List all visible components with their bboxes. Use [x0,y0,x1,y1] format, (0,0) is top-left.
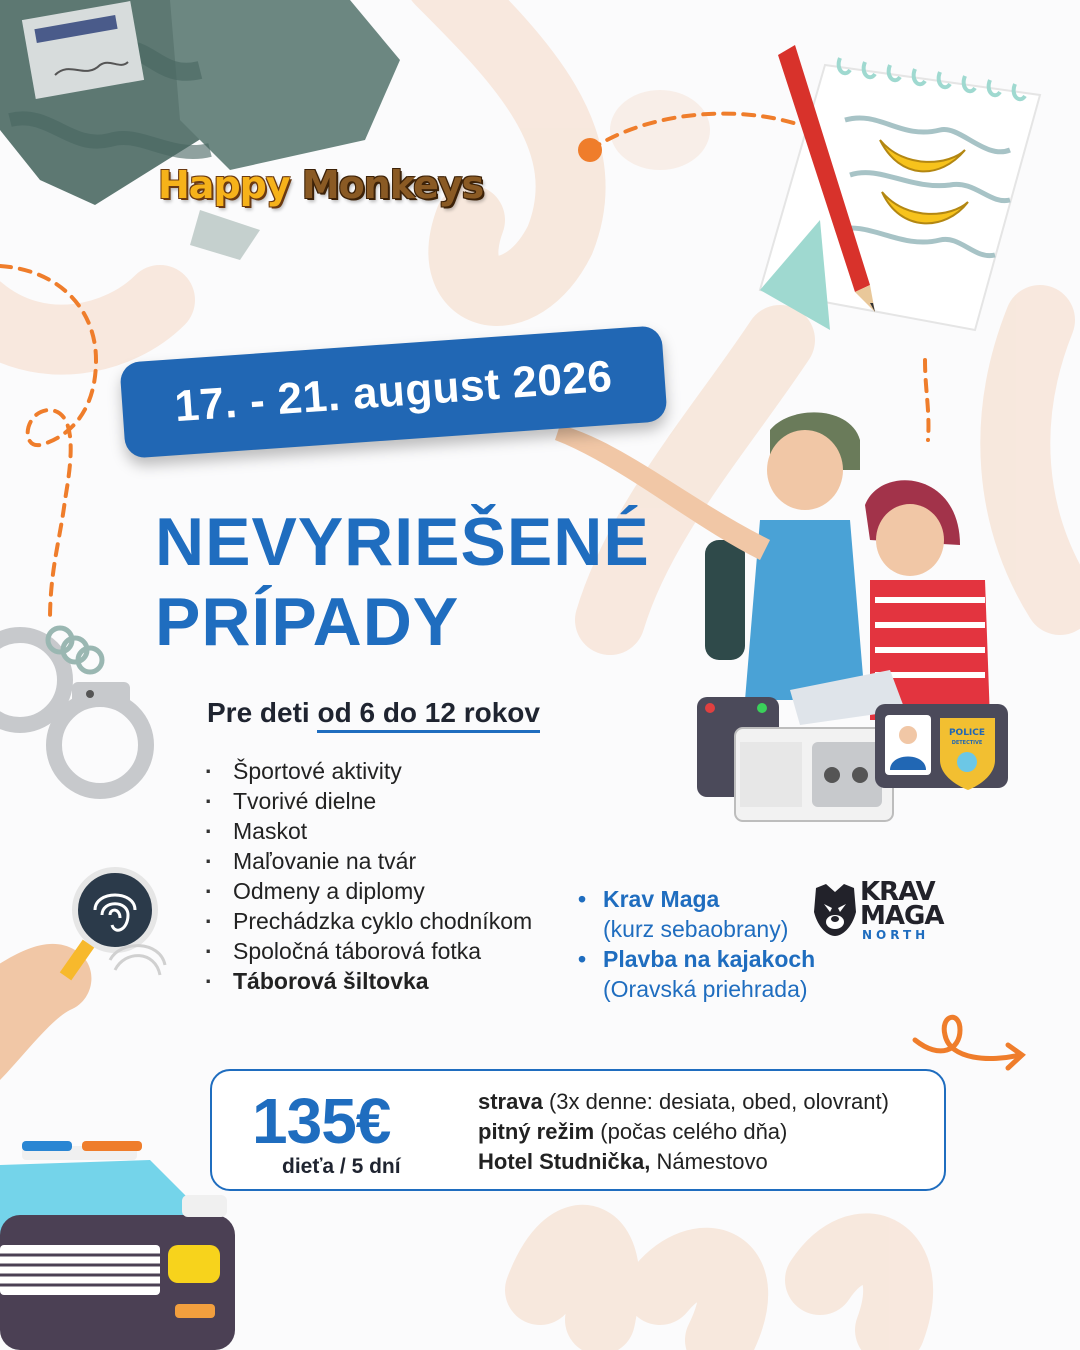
handcuffs-icon [0,628,146,791]
arrow-swirl-icon [915,1017,1022,1068]
list-item: · Spoločná táborová fotka [205,936,532,966]
happy-monkeys-logo [158,163,483,207]
km-line-1: KRAV [860,877,935,907]
list-item: · Maskot [205,816,532,846]
price-includes [478,1087,889,1177]
list-item: · Maľovanie na tvár [205,846,532,876]
police-car-icon [0,1141,235,1350]
krav-maga-wordmark [860,877,944,931]
title-line-2: PRÍPADY [155,584,460,660]
page-title [155,502,650,662]
include-item: strava (3x denne: desiata, obed, olovrant) [478,1089,889,1114]
magnifier-icon [0,870,165,1080]
title-line-1: NEVYRIEŠENÉ [155,504,650,580]
extra-detail: (kurz sebaobrany) [603,916,789,942]
price-box [210,1069,946,1191]
logo-word-happy: Happy [158,163,290,207]
activities-list [205,756,532,996]
extra-detail: (Oravská priehrada) [603,976,808,1002]
list-item: · Odmeny a diplomy [205,876,532,906]
list-item: · Športové aktivity [205,756,532,786]
date-text: 17. - 21. august 2026 [173,351,614,432]
list-item: · Tvorivé dielne [205,786,532,816]
extra-name: • Krav Maga [578,884,815,914]
include-item: Hotel Studnička, Námestovo [478,1149,768,1174]
svg-text:POLICE: POLICE [948,728,986,738]
svg-text:DETECTIVE: DETECTIVE [951,740,983,746]
age-range: od 6 do 12 rokov [317,697,540,733]
extra-name: • Plavba na kajakoch [578,944,815,974]
krav-maga-logo [812,877,952,942]
trail-dot-icon [578,138,602,162]
include-item: pitný režim (počas celého dňa) [478,1119,788,1144]
map-icon [0,0,400,260]
km-line-3: NORTH [862,928,930,942]
age-subtitle [207,697,540,729]
bear-icon [812,882,858,938]
subtitle-prefix: Pre deti [207,697,310,728]
extras-list [578,884,815,1004]
logo-word-monkeys: Monkeys [301,163,484,207]
list-item: · Prechádzka cyklo chodníkom [205,906,532,936]
price-amount: 135€ [252,1085,391,1157]
price-unit: dieťa / 5 dní [282,1155,401,1178]
list-item: · Táborová šiltovka [205,966,532,996]
km-line-2: MAGA [860,901,944,931]
